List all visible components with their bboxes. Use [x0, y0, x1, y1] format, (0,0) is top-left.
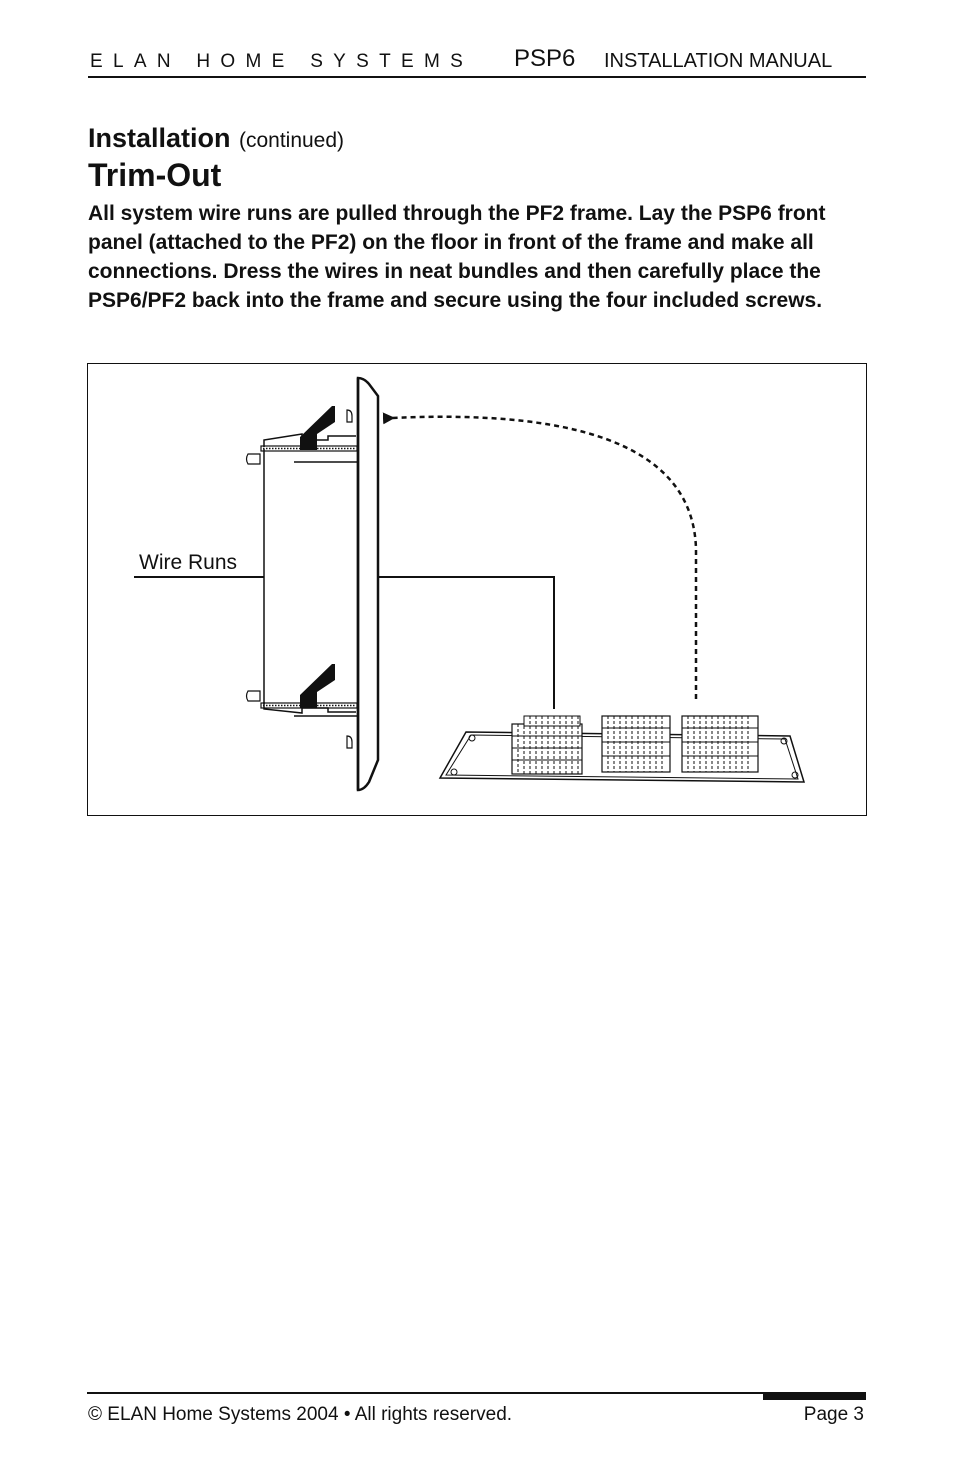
page-header	[88, 44, 866, 78]
footer-rule	[87, 1392, 866, 1394]
trim-out-diagram	[88, 364, 866, 815]
section-qualifier: (continued)	[238, 129, 345, 152]
wire-to-board	[378, 577, 554, 709]
page-number: Page 3	[803, 1404, 864, 1425]
manual-title: INSTALLATION MANUAL	[604, 50, 833, 72]
body-paragraph: All system wire runs are pulled through the PF2 frame. Lay the PSP6 front panel (attached to the PF2) on the floor in front of the frame and make all connections. Dress the wires in neat bundles and then carefully place the PSP6/PF2 back into the frame and secure using the four included screws.	[88, 202, 826, 312]
trim-out-figure	[87, 363, 867, 816]
brand-name: ELAN HOME SYSTEMS	[90, 51, 474, 72]
front-panel-side-view	[358, 378, 378, 790]
copyright-notice: © ELAN Home Systems 2004 • All rights reserved.	[88, 1404, 513, 1425]
section-title: Installation	[88, 123, 231, 153]
footer-tab	[763, 1392, 866, 1400]
page-title: Trim-Out	[88, 157, 222, 193]
wire-runs-label: Wire Runs	[139, 551, 238, 574]
psp6-board	[440, 716, 804, 782]
section-heading	[88, 123, 344, 154]
model-name: PSP6	[514, 45, 576, 72]
move-arrow	[392, 417, 696, 699]
